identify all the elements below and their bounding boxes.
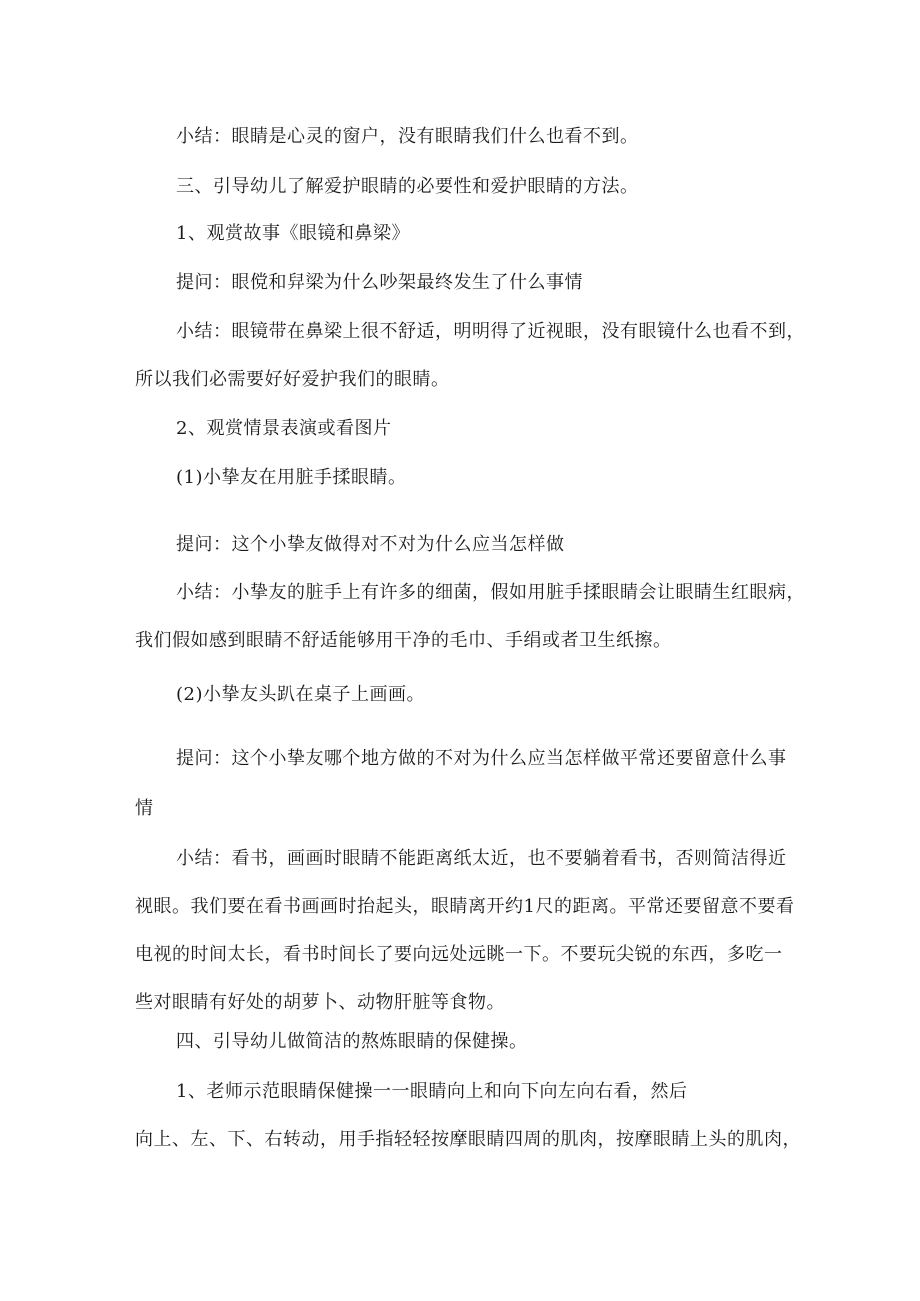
summary-windows-of-soul: 小结：眼睛是心灵的窗户，没有眼睛我们什么也看不到。 [176,126,639,147]
item-one-eye-exercise: 1、老师示范眼睛保健操一一眼睛向上和向下向左向右看，然后 [176,1081,688,1102]
item-one-story: 1、观赏故事《眼镜和鼻梁》 [176,223,410,244]
summary-scene-one-line-2: 我们假如感到眼睛不舒适能够用干净的毛巾、手绢或者卫生纸擦。 [135,630,672,651]
eye-exercise-continued: 向上、左、下、右转动，用手指轻轻按摩眼睛四周的肌肉，按摩眼睛上头的肌肉， [135,1129,801,1150]
summary-scene-one-line-1: 小结：小挚友的脏手上有许多的细菌，假如用脏手揉眼睛会让眼睛生红眼病， [176,582,805,603]
summary-glasses-line-2: 所以我们必需要好好爱护我们的眼睛。 [135,369,450,390]
scene-one-dirty-hands: (1)小挚友在用脏手揉眼睛。 [176,467,407,488]
summary-scene-two-line-1: 小结：看书，画画时眼睛不能距离纸太近，也不要躺着看书，否则简洁得近 [176,848,787,869]
question-scene-two-line-1: 提问：这个小挚友哪个地方做的不对为什么应当怎样做平常还要留意什么事 [176,748,787,769]
section-three-heading: 三、引导幼儿了解爱护眼睛的必要性和爱护眼睛的方法。 [176,176,639,197]
question-scene-two-line-2: 情 [135,798,154,819]
summary-glasses-line-1: 小结：眼镜带在鼻梁上很不舒适，明明得了近视眼，没有眼镜什么也看不到， [176,321,805,342]
summary-scene-two-line-3: 电视的时间太长，看书时间长了要向远处远眺一下。不要玩尖锐的东西，多吃一 [135,944,783,965]
item-two-performance: 2、观赏情景表演或看图片 [176,418,392,439]
scene-two-head-on-desk: (2)小挚友头趴在桌子上画画。 [176,684,425,705]
question-scene-one: 提问：这个小挚友做得对不对为什么应当怎样做 [176,534,565,555]
summary-scene-two-line-4: 些对眼睛有好处的胡萝卜、动物肝脏等食物。 [135,992,505,1013]
section-four-heading: 四、引导幼儿做简洁的熬炼眼睛的保健操。 [176,1031,528,1052]
question-glasses-nose: 提问：眼傥和舁梁为什么吵架最终发生了什么事情 [176,272,583,293]
summary-scene-two-line-2: 视眼。我们要在看书画画时抬起头，眼睛离开约1尺的距离。平常还要留意不要看 [135,896,795,917]
